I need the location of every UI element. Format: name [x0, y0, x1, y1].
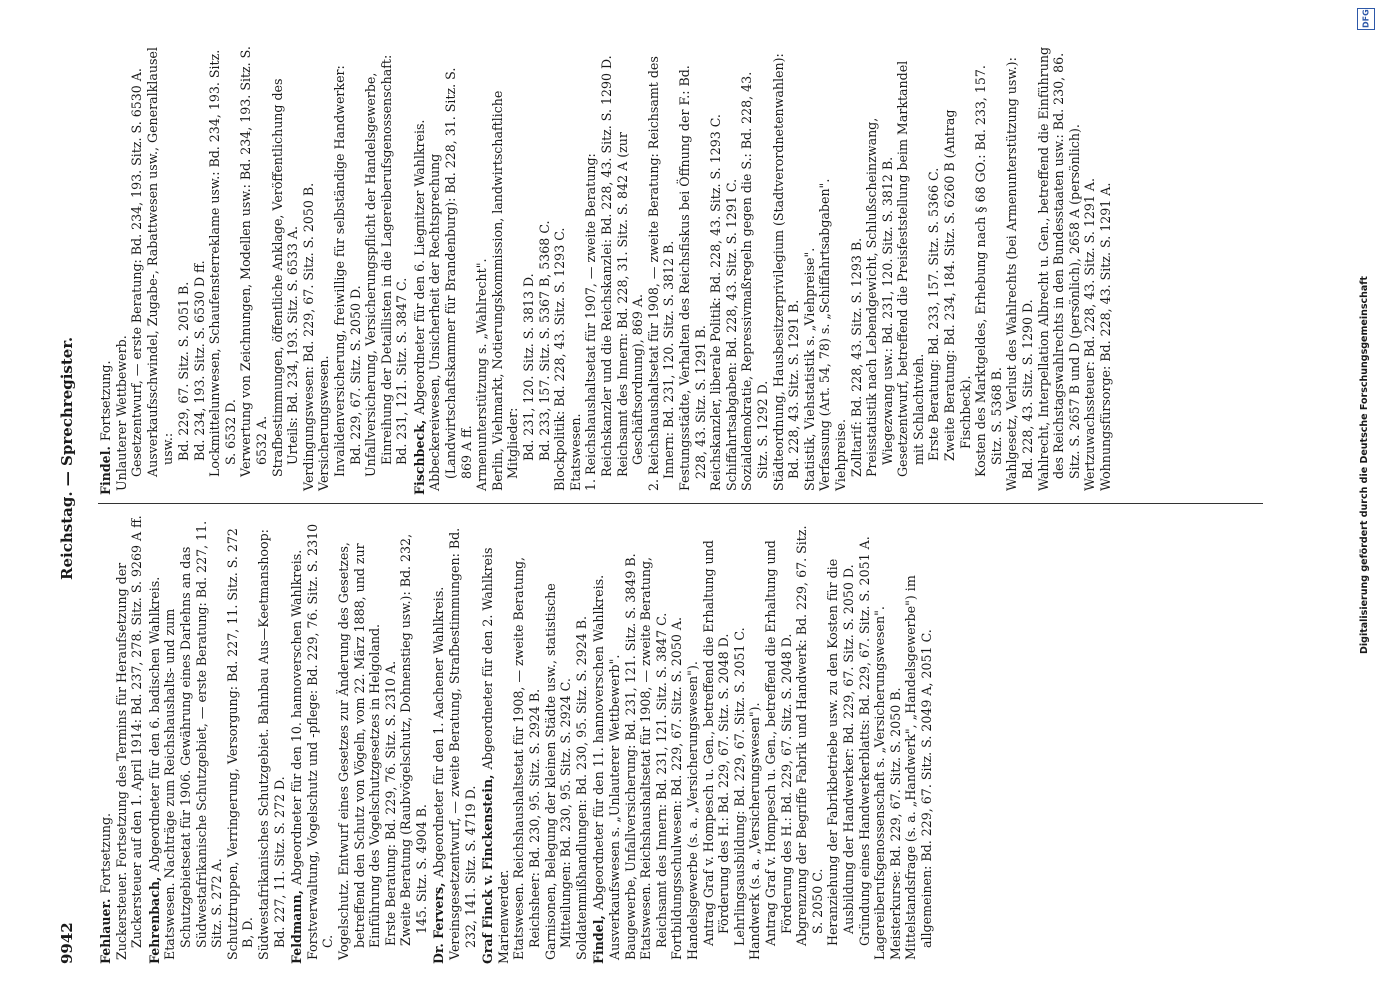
entry-line: Gesetzentwurf, betreffend die Preisfeststellung beim Marktandel mit Schlachtvieh. — [895, 60, 926, 477]
entry-line: Etatswesen. — [567, 413, 583, 491]
entry-line: Reichsamt des Innern: Bd. 228, 31. Sitz. S. 842 A (zur Geschäftsordnung), 869 A. — [614, 132, 646, 477]
left-column — [98, 512, 1278, 964]
entry-line: 1. Reichshaushaltsetat für 1907, — zweite Beratung: — [583, 153, 599, 491]
entry-line: Abgeordneter für den 6. badischen Wahlkreis. — [146, 576, 162, 872]
running-title: Reichstag. — Sprechregister. — [58, 336, 76, 580]
entry-line: Vereinsgesetzentwurf, — zweite Beratung, Strafbestimmungen: Bd. 232, 141. Sitz. S. 4719 D. — [447, 527, 478, 960]
entry-line: Preisstatistik nach Lebendgewicht, Schlußscheinzwang, Wiegezwang usw.: Bd. 231, 120. Sitz. S. 3812 B. — [864, 117, 895, 477]
entry-line: Baugewerbe, Unfallversicherung: Bd. 231, 121. Sitz. S. 3849 B. — [622, 553, 638, 960]
entry-line: Abgeordneter für den 6. Liegnitzer Wahlkreis. — [411, 119, 427, 415]
entry-line: Berlin, Viehmarkt, Notierungskommission, landwirtschaftliche Mitglieder: — [489, 90, 521, 491]
entry-line: Armenunterstützung s. „Wahlrecht". — [474, 258, 490, 491]
entry-line: Wahlgesetz, Verlust des Wahlrechts (bei Armenunterstützung usw.): Bd. 228, 43. Sitz. S. 1290 D. — [1004, 57, 1036, 491]
entry-head: Fehrenbach, — [146, 876, 162, 964]
entry-line: Erste Beratung: Bd. 233, 157. Sitz. S. 5366 C. — [926, 167, 942, 461]
entry-line: Blockpolitik: Bd. 228, 43. Sitz. S. 1293 C. — [552, 227, 568, 491]
entry-line: Lagereiberufsgenossenschaft s. „Versicherungswesen". — [872, 606, 888, 960]
entry-line: Strafbestimmungen, öffentliche Anklage, Veröffentlichung des Urteils: Bd. 234, 193. Sitz. S. 6533 A. — [269, 78, 301, 477]
entry-line: Wohnungsfürsorge: Bd. 228, 43. Sitz. S. 1291 A. — [1098, 182, 1113, 491]
column-divider — [98, 503, 1263, 504]
entry-line: Städteordnung, Hausbesitzerprivilegium (Stadtverordnetenwahlen): Bd. 228, 43. Sitz. S. 1291 B. — [770, 53, 802, 491]
entry-line: Zweite Beratung: Bd. 234, 184. Sitz. S. 6260 B (Antrag Fischbeck). — [942, 109, 973, 461]
entry-line: Unlauterer Wettbewerb. — [113, 335, 129, 491]
entry-line: Abbeckereiwesen, Unsicherheit der Rechtsprechung (Landwirtschaftskammer für Brandenburg): Bd. 228, 31. Sitz. S. 869 A ff. — [427, 67, 474, 491]
right-column — [98, 43, 1278, 495]
entry-line: Fortsetzung. — [98, 360, 113, 442]
entry-line: Festungsstädte, Verhalten des Reichsfiskus bei Öffnung der F.: Bd. 228, 43. Sitz. S. 1291 B. — [676, 65, 708, 491]
entry-line: Antrag Graf v. Hompesch u. Gen., betreffend die Erhaltung und Förderung des H.: Bd. 229, 67. Sitz. S. 2048 D. — [700, 540, 732, 946]
entry-head: Dr. Fervers, — [431, 882, 447, 964]
entry-line: Meisterkurse: Bd. 229, 67. Sitz. S. 2050 B. — [887, 687, 903, 960]
entry-head: Findel, — [591, 915, 607, 964]
entry-line: Garnisonen, Belegung der kleinen Städte usw., statistische Mitteilungen: Bd. 230, 95. Sitz. S. 2924 C. — [542, 583, 574, 960]
entry-line: Zuckersteuer. Fortsetzung des Termins für Heraufsetzung der Zuckersteuer auf den 1. April 1914: Bd. 237, 278. Sitz. S. 9269 A ff. — [113, 515, 145, 960]
entry-line: Reichskanzler und die Reichskanzlei: Bd. 228, 43. Sitz. S. 1290 D. — [599, 55, 614, 477]
entry-line: Wertzuwachssteuer: Bd. 228, 43. Sitz. S. 1291 A. — [1082, 177, 1098, 491]
entry-line: Schiffahrtsabgaben: Bd. 228, 43. Sitz. S. 1291 C. — [723, 178, 739, 491]
entry-line: Abgrenzung der Begriffe Fabrik und Handwerk: Bd. 229, 67. Sitz. S. 2050 C. — [794, 525, 825, 946]
entry-line: 2. Reichshaushaltsetat für 1908, — zweite Beratung: Reichsamt des Innern: Bd. 231, 120. Sitz. S. 3812 B. — [645, 56, 677, 491]
entry-line: Schutztruppen, Verringerung, Versorgung: Bd. 227, 11. Sitz. S. 272 B, D. — [224, 528, 256, 960]
entry-line: Südwestafrikanisches Schutzgebiet. Bahnbau Aus—Keetmanshoop: Bd. 227, 11. Sitz. S. 272 D. — [255, 529, 287, 960]
entry-line: Handelsgewerbe (s. a. „Versicherungswesen"). — [684, 661, 700, 960]
entry-line: Handwerk (s. a. „Versicherungswesen"). — [747, 702, 763, 960]
entry-line: Etatswesen. Reichshaushaltsetat für 1908, — zweite Beratung, Reichsheer: Bd. 230, 95. Sitz. S. 2924 B. — [511, 556, 543, 960]
entry-line: Lehrlingsausbildung: Bd. 229, 67. Sitz. S. 2051 C. — [731, 627, 747, 946]
entry-line: Wahlrecht, Interpellation Albrecht u. Gen., betreffend die Einführung des Reichstagswahlrechts in den Bundesstaaten usw.: Bd. 230, 86. Sitz. S. 2657 B und D (persönlich), 2658 A (persönlich). — [1035, 46, 1082, 491]
entry-line: Unfallversicherung, Versicherungspflicht der Handelsgewerbe, Einreihung der Detaillisten in die Lagereiberufsgenossenschaft: Bd. 231, 121. Sitz. S. 3847 C. — [363, 54, 410, 477]
entry-line: Bd. 234, 193. Sitz. S. 6530 D ff. — [191, 260, 207, 461]
entry-line: Zweite Beratung (Raubvögelschutz, Dohnenstieg usw.): Bd. 232, 145. Sitz. S. 4904 B. — [398, 533, 429, 946]
entry-line: Erste Beratung: Bd. 229, 76. Sitz. S. 2310 A. — [382, 660, 398, 946]
entry-line: Etatswesen. Reichshaushaltsetat für 1908, — zweite Beratung, Reichsamt des Innern: Bd. 231, 121. Sitz. S. 3847 C. — [638, 556, 669, 960]
index-entry — [289, 512, 429, 964]
index-entry — [98, 43, 410, 495]
digitization-credit: Digitalisierung gefördert durch die Deutsche Forschungsgemeinschaft — [1359, 276, 1370, 654]
entry-line: Heranziehung der Fabrikbetriebe usw. zu den Kosten für die Ausbildung der Handwerker: Bd. 229, 67. Sitz. S. 2050 D. — [825, 558, 856, 946]
page-number: 9942 — [58, 922, 76, 964]
entry-line: Sozialdemokratie, Repressivmaßregeln gegen die S.: Bd. 228, 43. Sitz. S. 1292 D. — [739, 71, 770, 491]
entry-line: Gesetzentwurf, — erste Beratung: Bd. 234, 193. Sitz. S. 6530 A. — [129, 68, 145, 477]
entry-line: Antrag Graf v. Hompesch u. Gen., betreffend die Erhaltung und Förderung des H.: Bd. 229, 67. Sitz. S. 2048 D. — [762, 540, 794, 946]
entry-line: Kosten des Marktgeldes, Erhebung nach § 68 GO.: Bd. 233, 157. Sitz. S. 5368 B. — [973, 65, 1004, 477]
entry-head: Fischbeck, — [411, 419, 427, 495]
entry-line: Verwertung von Zeichnungen, Modellen usw.: Bd. 234, 193. Sitz. S. 6532 A. — [238, 46, 269, 477]
entry-line: Ausverkaufsschwindel, Zugabe-, Rabattwesen usw., Generalklausel usw.: — [144, 47, 176, 477]
entry-head: Feldmann, — [289, 889, 305, 964]
entry-line: Etatswesen. Nachträge zum Reichshaushalts- und zum Schutzgebietsetat für 1906. Gewährung eines Darlehns an das Südwestafrikanische Schutzgebiet, — erste Beratung: Bd. 227, 11. Sitz. S. 272 A. — [162, 520, 225, 960]
entry-line: Bd. 233, 157. Sitz. S. 5367 B, 5368 C. — [536, 220, 552, 461]
index-entry — [98, 512, 145, 964]
index-entry — [431, 512, 478, 964]
index-entry — [480, 512, 589, 964]
entry-line: Bd. 229, 67. Sitz. S. 2051 B. — [175, 281, 191, 461]
entry-line: Abgeordneter für den 10. hannoverschen Wahlkreis. — [289, 549, 305, 885]
entry-line: Vogelschutz. Entwurf eines Gesetzes zur Änderung des Gesetzes, betreffend den Schutz von Vögeln, vom 22. März 1888, und zur Einführung des Vogelschutzgesetzes in Helgoland. — [335, 542, 383, 960]
entry-line: Reichskanzler, liberale Politik: Bd. 228, 43. Sitz. S. 1293 C. — [708, 114, 724, 491]
entry-line: Invalidenversicherung, freiwillige für selbständige Handwerker: Bd. 229, 67. Sitz. S. 2050 D. — [331, 65, 363, 477]
entry-line: Verfassung (Art. 54, 78) s. „Schiffahrtsabgaben". — [817, 178, 833, 491]
entry-line: Gründung eines Handwerkerblatts: Bd. 229, 67. Sitz. S. 2051 A. — [856, 536, 872, 946]
entry-line: Zolltarif: Bd. 228, 43. Sitz. S. 1293 B. — [848, 237, 864, 477]
dfg-logo: DFG — [1357, 8, 1375, 30]
entry-line: Abgeordneter für den 1. Aachener Wahlkreis. — [431, 586, 447, 878]
entry-line: Abgeordneter für den 11. hannoverschen Wahlkreis. — [591, 574, 607, 911]
entry-head: Findel. — [98, 446, 113, 495]
index-entry — [591, 512, 934, 964]
index-entry — [147, 512, 287, 964]
entry-line: Fortsetzung. — [98, 812, 113, 894]
entry-line: Fortbildungsschulwesen: Bd. 229, 67. Sitz. S. 2050 A. — [669, 616, 685, 960]
entry-line: Bd. 231, 120. Sitz. S. 3813 D. — [521, 273, 537, 461]
entry-line: Ausverkaufswesen s. „Unlauterer Wettbewerb". — [607, 654, 622, 960]
entry-line: Forstverwaltung, Vogelschutz und -pflege: Bd. 229, 76. Sitz. S. 2310 C. — [304, 523, 336, 960]
entry-line: Soldatenmißhandlungen: Bd. 230, 95. Sitz. S. 2924 B. — [573, 616, 589, 960]
entry-line: Verdingungswesen: Bd. 229, 67. Sitz. S. 2050 B. — [300, 182, 316, 491]
index-entry — [412, 43, 1114, 495]
entry-head: Fehlauer. — [98, 898, 113, 964]
entry-line: Abgeordneter für den 2. Wahlkreis Marienwerder. — [480, 547, 511, 964]
entry-line: Versicherungswesen. — [316, 355, 332, 491]
entry-line: Viehpreise. — [832, 419, 848, 491]
entry-head: Graf Finck v. Finckenstein, — [480, 774, 496, 964]
entry-line: Statistik, Viehstatistik s. „Viehpreise". — [801, 247, 817, 491]
entry-line: Mittelstandsfrage (s. a. „Handwerk", „Handelsgewerbe") im allgemeinen: Bd. 229, 67. Sitz. S. 2049 A, 2051 C. — [903, 575, 934, 960]
entry-line: Lockmittelunwesen, Schaufensterreklame usw.: Bd. 234, 193. Sitz. S. 6532 D. — [207, 49, 238, 477]
